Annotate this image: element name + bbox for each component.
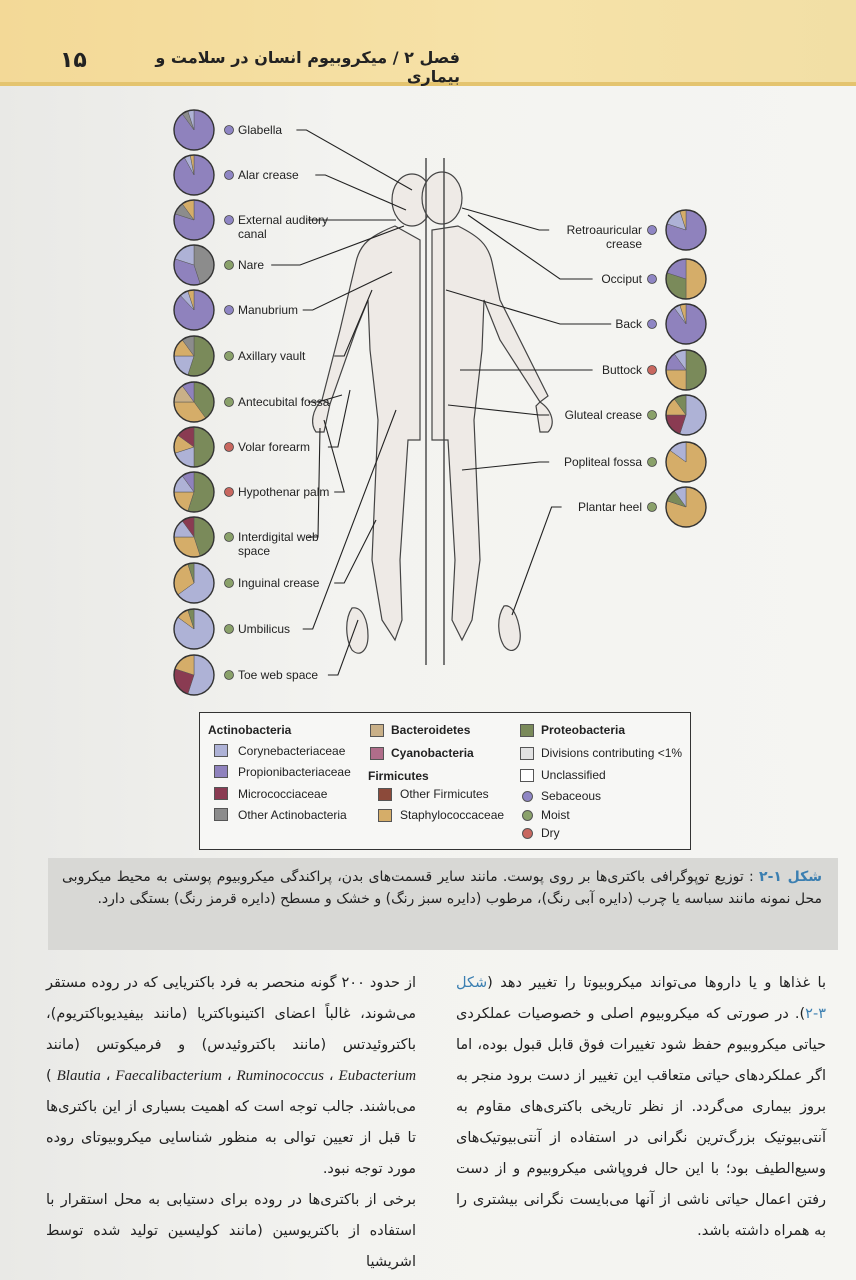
- site-dot-left-9: [225, 533, 234, 542]
- site-label-right-3: Buttock: [601, 363, 642, 377]
- legend-staph: Staphylococcaceae: [400, 808, 505, 822]
- pie-right-1-slice-staph: [686, 259, 706, 299]
- left-paragraph-1-part-1: از حدود ۲۰۰ گونه منحصر به فرد باکتریایی که در روده مستقر می‌شوند، غالباً اعضای اکتینوباکتریا (مانند بیفیدیوباکتریوم)، باکتروئیدتس (مانند باکتروئیدس) و فرمیکوتس (مانند: [46, 975, 416, 1053]
- legend-swatch-other-actino: [214, 808, 228, 821]
- pie-right-6: [666, 487, 706, 527]
- legend-swatch-proteo: [520, 724, 534, 737]
- site-dot-left-6: [225, 398, 234, 407]
- pie-left-9: [174, 517, 214, 557]
- legend-micrococ: Micrococciaceae: [238, 787, 328, 801]
- head-back: [422, 172, 462, 224]
- site-label-left-11: Umbilicus: [238, 622, 291, 636]
- leader-left-0: [296, 130, 412, 190]
- site-label-left-8: Hypothenar palm: [238, 485, 330, 499]
- pie-left-7: [174, 427, 214, 467]
- pie-left-0: [174, 110, 214, 150]
- legend-actinobacteria-title: Actinobacteria: [208, 723, 292, 737]
- site-label-right-6: Plantar heel: [577, 500, 642, 514]
- site-dot-right-4: [648, 411, 657, 420]
- genus-blautia: Blautia: [56, 1068, 101, 1084]
- site-label-left-4: Manubrium: [238, 303, 299, 317]
- site-dot-left-12: [225, 671, 234, 680]
- genus-eubacterium: Eubacterium: [338, 1068, 417, 1084]
- pie-left-10: [174, 563, 214, 603]
- page-number: ۱۵: [60, 48, 87, 73]
- pie-right-3: [666, 350, 706, 390]
- site-label-left-12: Toe web space: [238, 668, 319, 682]
- legend-dot-sebaceous: [522, 791, 533, 802]
- site-label-right-4: Gluteal crease: [564, 408, 642, 422]
- pie-right-1: [666, 259, 706, 299]
- chapter-title: فصل ۲ / میکروبیوم انسان در سلامت و بیماری: [155, 48, 460, 86]
- legend-cyano: Cyanobacteria: [391, 746, 474, 760]
- caption-text: شکل ۱-۲ : توزیع توپوگرافی باکتری‌ها بر روی پوست. مانند سایر قسمت‌های بدن، پراکندگی میکروبیوم پوستی به محیط میکروبی محل نمونه مانند سباسه یا چرب (دایره آبی رنگ)، مرطوب (دایره سبز رنگ) و خشک و مسطح (دایره قرمز رنگ) بستگی دارد.: [62, 869, 823, 907]
- leader-right-6: [512, 507, 562, 615]
- pie-right-2: [666, 304, 706, 344]
- site-label-left-9: Interdigital web space: [238, 530, 319, 558]
- genus-ruminococcus: Ruminococcus: [236, 1068, 324, 1084]
- site-dot-left-2: [225, 216, 234, 225]
- site-label-right-5: Popliteal fossa: [563, 455, 642, 469]
- site-label-left-3: Nare: [238, 258, 265, 272]
- site-label-left-10: Inguinal crease: [238, 576, 320, 590]
- legend-coryne: Corynebacteriaceae: [238, 744, 346, 758]
- body-column-left: [46, 968, 416, 1278]
- right-foot: [499, 606, 521, 651]
- site-dot-left-4: [225, 306, 234, 315]
- right-paragraph-part-1: با غذاها و یا داروها می‌تواند میکروبیوتا را تغییر دهد (: [487, 975, 826, 991]
- torso-front: [322, 226, 420, 640]
- site-dot-right-2: [648, 320, 657, 329]
- legend-bacteroidetes: Bacteroidetes: [391, 723, 471, 737]
- site-dot-left-11: [225, 625, 234, 634]
- legend-swatch-coryne: [214, 744, 228, 757]
- caption-body: توزیع توپوگرافی باکتری‌ها بر روی پوست. مانند سایر قسمت‌های بدن، پراکندگی میکروبیوم پوستی به محیط میکروبی محل نمونه مانند سباسه یا چرب (دایره آبی رنگ)، مرطوب (دایره سبز رنگ) و خشک و مسطح (دایره قرمز رنگ) بستگی دارد.: [62, 869, 822, 907]
- legend-other-actino: Other Actinobacteria: [238, 808, 347, 822]
- legend-swatch-propioni: [214, 765, 228, 778]
- pie-left-5: [174, 336, 214, 376]
- site-label-left-2: External auditory canal: [238, 213, 329, 241]
- figure-legend: [199, 712, 691, 850]
- right-hand: [536, 402, 552, 432]
- legend-propioni: Propionibacteriaceae: [238, 765, 351, 779]
- pie-left-6: [174, 382, 214, 422]
- legend-swatch-bacteroidetes: [370, 724, 384, 737]
- legend-dot-moist: [522, 810, 533, 821]
- site-dot-right-1: [648, 275, 657, 284]
- torso-back: [432, 226, 548, 640]
- leader-right-0: [462, 208, 549, 230]
- site-dot-left-3: [225, 261, 234, 270]
- legend-firmicutes-title: Firmicutes: [368, 769, 429, 783]
- pie-left-2: [174, 200, 214, 240]
- legend-swatch-minor: [520, 747, 534, 760]
- site-label-right-2: Back: [615, 317, 642, 331]
- site-dot-left-10: [225, 579, 234, 588]
- left-paragraph-1: از حدود ۲۰۰ گونه منحصر به فرد باکتریایی که در روده مستقر می‌شوند، غالباً اعضای اکتینوباکتریا (مانند بیفیدیوباکتریوم)، باکتروئیدتس (مانند باکتروئیدس) و فرمیکوتس (مانند Eubacterium ، Ruminococcus ، Faecalibacterium ، Blautia ) می‌باشند. جالب توجه است که اهمیت بسیاری از این باکتری‌ها تا قبل از تعیین توالی به منظور شناسایی میکروبیوتای روده مورد توجه نبود.: [46, 975, 417, 1177]
- site-label-left-5: Axillary vault: [238, 349, 306, 363]
- site-label-right-0: Retroauricular crease: [566, 223, 642, 251]
- pie-left-8: [174, 472, 214, 512]
- site-label-left-0: Glabella: [238, 123, 283, 137]
- legend-dot-dry: [522, 828, 533, 839]
- site-label-left-6: Antecubital fossa: [238, 395, 330, 409]
- site-dot-right-3: [648, 366, 657, 375]
- pie-right-5: [666, 442, 706, 482]
- legend-swatch-micrococ: [214, 787, 228, 800]
- left-foot: [347, 608, 368, 653]
- legend-swatch-unclassified: [520, 769, 534, 782]
- site-dot-right-5: [648, 458, 657, 467]
- right-paragraph-part-2: ). در صورتی که میکروبیوم اصلی و خصوصیات عملکردی حیاتی میکروبیوم حفظ شود تغییرات فوق قابل قبول بوده، اما اگر عملکردهای حیاتی متعاقب این تغییر از دست برود منجر به بروز بیماری می‌گردد. از نظر تاریخی باکتری‌های مقاوم به آنتی‌بیوتیک بزرگ‌ترین نگرانی در استفاده از آنتی‌بیوتیک‌های وسیع‌الطیف بود؛ با این حال فروپاشی میکروبیوم و از دست رفتن اعمال حیاتی ناشی از آنها می‌بایست نگرانی بیشتری را به همراه داشته باشد.: [456, 1006, 826, 1239]
- site-dot-left-1: [225, 171, 234, 180]
- legend-other-firm: Other Firmicutes: [400, 787, 489, 801]
- pie-right-4: [666, 395, 706, 435]
- left-paragraph-1-part-2: ) می‌باشند. جالب توجه است که اهمیت بسیاری از این باکتری‌ها تا قبل از تعیین توالی به منظور شناسایی میکروبیوتای روده مورد توجه نبود.: [46, 1068, 416, 1177]
- site-dot-left-8: [225, 488, 234, 497]
- legend-sebaceous: Sebaceous: [541, 789, 602, 803]
- pie-left-11: [174, 609, 214, 649]
- pie-left-1: [174, 155, 214, 195]
- site-label-left-1: Alar crease: [238, 168, 299, 182]
- legend-swatch-staph: [378, 809, 392, 822]
- figure-caption: [48, 858, 838, 950]
- pie-right-3-slice-proteo: [686, 350, 706, 390]
- pie-right-0: [666, 210, 706, 250]
- pie-left-4: [174, 290, 214, 330]
- figure-reference-link[interactable]: شکل ۳-۲: [456, 975, 826, 1022]
- site-dot-left-5: [225, 352, 234, 361]
- site-dot-left-0: [225, 126, 234, 135]
- leader-left-10: [334, 520, 376, 583]
- site-dot-right-6: [648, 503, 657, 512]
- body-column-right: [456, 968, 826, 1247]
- site-label-right-1: Occiput: [601, 272, 642, 286]
- left-paragraph-2: برخی از باکتری‌ها در روده برای دستیابی به محل استقرار با استفاده از باکتریوسین (مانند کولیسین تولید شده توسط اشریشیا: [46, 1192, 416, 1270]
- legend-dry: Dry: [541, 826, 560, 840]
- pie-left-12: [174, 655, 214, 695]
- legend-swatch-other-firm: [378, 788, 392, 801]
- site-dot-right-0: [648, 226, 657, 235]
- genus-faecalibacterium: Faecalibacterium: [115, 1068, 222, 1084]
- legend-swatch-cyano: [370, 747, 384, 760]
- legend-minor: Divisions contributing <1%: [541, 746, 683, 760]
- caption-label: شکل ۱-۲: [759, 869, 823, 885]
- legend-moist: Moist: [541, 808, 570, 822]
- site-dot-left-7: [225, 443, 234, 452]
- pie-left-7-slice-proteo: [194, 427, 214, 467]
- legend-unclassified: Unclassified: [541, 768, 606, 782]
- site-label-left-7: Volar forearm: [238, 440, 311, 454]
- legend-proteo: Proteobacteria: [541, 723, 626, 737]
- pie-left-3: [174, 245, 214, 285]
